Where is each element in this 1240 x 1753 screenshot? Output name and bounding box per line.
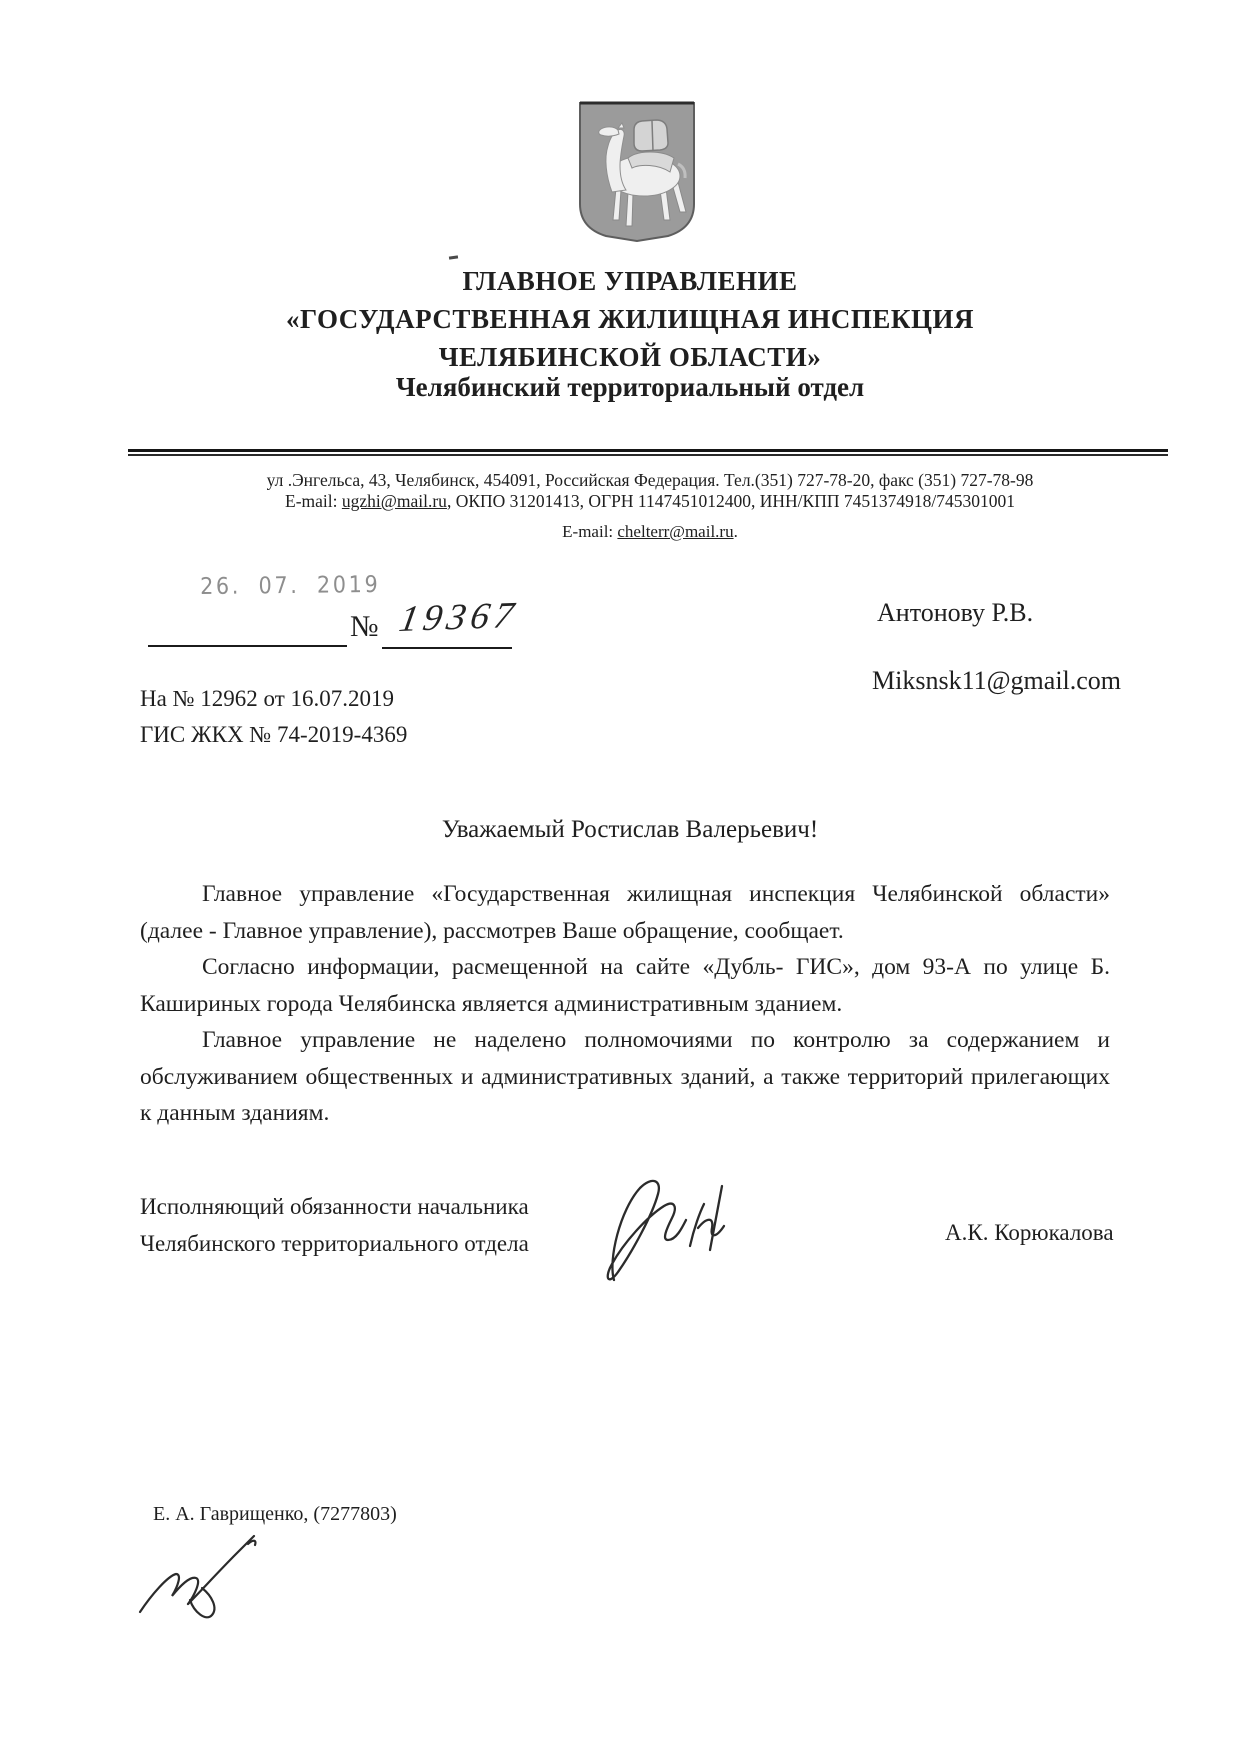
executor-signature-scribble (136, 1534, 266, 1620)
body-paragraph: Главное управление «Государственная жилищная инспекция Челябинской области» (далее - Главное управление), рассмотрев Ваше обращение, сообщает. (140, 881, 1110, 944)
recipient-name: Антонову Р.В. (877, 598, 1034, 627)
number-underline (382, 647, 512, 649)
address-line: ул .Энгельса, 43, Челябинск, 454091, Российская Федерация. Тел.(351) 727-78-20, факс (351) 727-78-98 (266, 470, 1034, 490)
registry-numbers: , ОКПО 31201413, ОГРН 1147451012400, ИНН/КПП 7451374918/745301001 (446, 491, 1015, 511)
signature-scribble (598, 1176, 753, 1292)
handwritten-outgoing-number: 19367 (396, 594, 522, 641)
org-name-line: ГЛАВНОЕ УПРАВЛЕНИЕ (462, 266, 798, 296)
address-block (130, 470, 1170, 542)
date-stamp: 26. 07. 2019 (200, 571, 381, 600)
letter-body (140, 876, 1110, 1132)
in-reply-to-number: На № 12962 от 16.07.2019 (140, 686, 395, 711)
org-email-1: ugzhi@mail.ru (341, 491, 447, 511)
salutation: Уважаемый Ростислав Валерьевич! (441, 816, 819, 843)
executor-contact: Е. А. Гаврищенко, (7277803) (153, 1503, 397, 1525)
department-name: Челябинский территориальный отдел (395, 372, 865, 402)
number-sign: № (350, 610, 379, 643)
org-name-line: ЧЕЛЯБИНСКОЙ ОБЛАСТИ» (438, 342, 822, 372)
header-divider (128, 449, 1168, 456)
org-email-2: chelterr@mail.ru (617, 522, 734, 541)
handwritten-initials-icon (136, 1534, 266, 1620)
signer-name: А.К. Корюкалова (945, 1220, 1114, 1245)
body-paragraph: Главное управление не наделено полномочиями по контролю за содержанием и обслуживанием общественных и административных зданий, а также территорий прилегающих к данным зданиям. (140, 1027, 1110, 1126)
org-name-block (130, 262, 1130, 376)
body-paragraph: Согласно информации, расмещенной на сайте «Дубль- ГИС», дом 93-А по улице Б. Кашириных города Челябинска является административным зданием. (140, 954, 1110, 1017)
recipient-email: Miksnsk11@gmail.com (872, 666, 1122, 695)
email-label: E-mail: (285, 491, 342, 511)
email-label: E-mail: (562, 522, 618, 541)
signer-title: Исполняющий обязанности начальника Челябинского территориального отдела (140, 1194, 529, 1256)
date-underline (148, 645, 347, 647)
handwritten-signature-icon (598, 1176, 753, 1292)
org-name-line: «ГОСУДАРСТВЕННАЯ ЖИЛИЩНАЯ ИНСПЕКЦИЯ (285, 304, 975, 334)
camel-emblem-icon (578, 100, 696, 242)
email-line: E-mail: chelterr@mail.ru. (562, 522, 738, 541)
registry-line (130, 491, 1170, 512)
gis-zhkh-number: ГИС ЖКХ № 74-2019-4369 (140, 722, 408, 747)
scan-artifact (449, 255, 458, 259)
coat-of-arms (578, 100, 696, 242)
